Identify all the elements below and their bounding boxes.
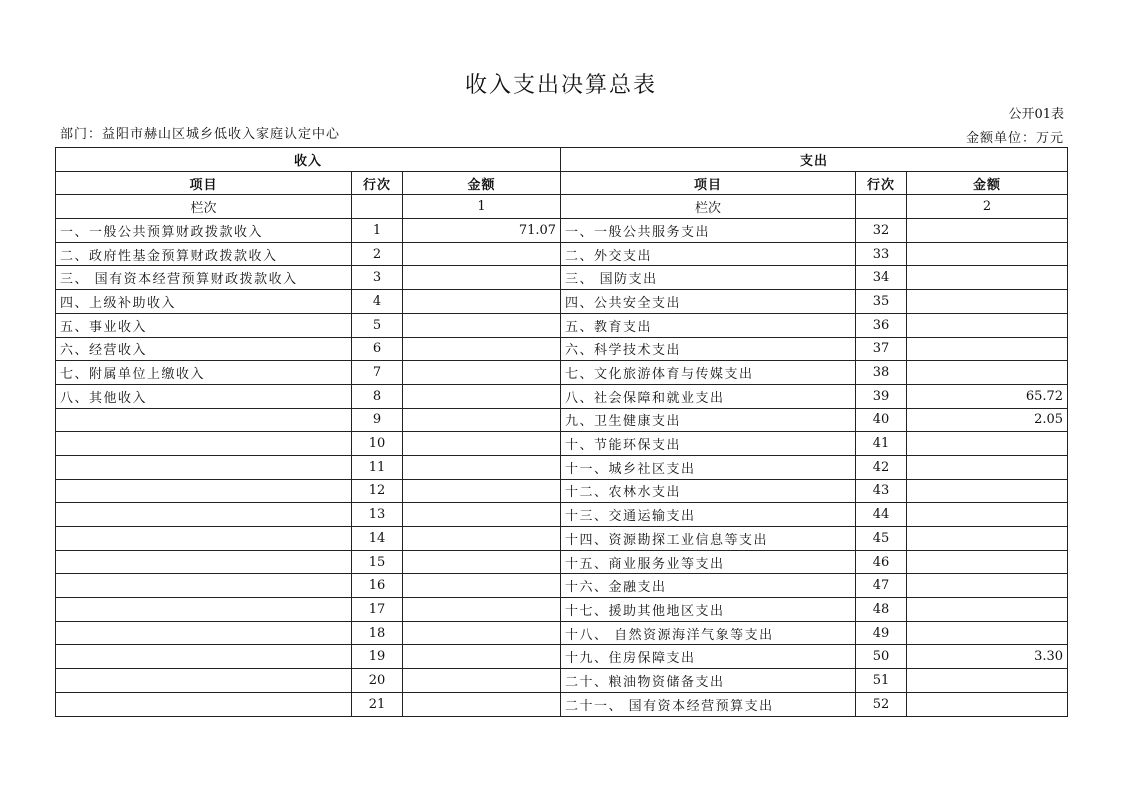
income-rowno-cell: 8	[352, 384, 403, 408]
table-row	[56, 669, 1068, 693]
table-row	[56, 337, 1068, 361]
income-amount-cell	[403, 290, 561, 314]
unit-label: 金额单位：万元	[965, 131, 1064, 146]
column-header-row	[56, 171, 1068, 195]
income-amount-cell	[403, 574, 561, 598]
income-item-cell	[56, 621, 352, 645]
section-header-row	[56, 148, 1068, 172]
expense-rowno-cell: 41	[856, 432, 907, 456]
summary-table	[55, 147, 1068, 717]
expense-amount-cell	[907, 479, 1068, 503]
expense-item-cell: 七、文化旅游体育与传媒支出	[561, 361, 856, 385]
table-row	[56, 479, 1068, 503]
expense-amount-cell	[907, 313, 1068, 337]
income-amount-cell	[403, 669, 561, 693]
income-column-blank	[352, 195, 403, 219]
expense-amount-cell	[907, 621, 1068, 645]
expense-rowno-header: 行次	[856, 171, 907, 195]
expense-amount-header: 金额	[907, 171, 1068, 195]
income-amount-cell: 71.07	[403, 219, 561, 243]
income-item-cell: 三、 国有资本经营预算财政拨款收入	[56, 266, 352, 290]
expense-rowno-cell: 40	[856, 408, 907, 432]
income-rowno-cell: 15	[352, 550, 403, 574]
expense-amount-cell: 3.30	[907, 645, 1068, 669]
income-rowno-cell: 14	[352, 527, 403, 551]
table-row	[56, 361, 1068, 385]
expense-section-header: 支出	[561, 148, 1068, 172]
expense-column-number: 2	[907, 195, 1068, 219]
table-row	[56, 219, 1068, 243]
table-row	[56, 408, 1068, 432]
income-rowno-cell: 18	[352, 621, 403, 645]
income-item-cell: 五、事业收入	[56, 313, 352, 337]
income-item-cell	[56, 527, 352, 551]
expense-rowno-cell: 44	[856, 503, 907, 527]
income-rowno-header: 行次	[352, 171, 403, 195]
expense-rowno-cell: 43	[856, 479, 907, 503]
income-amount-cell	[403, 527, 561, 551]
expense-column-label: 栏次	[561, 195, 856, 219]
income-item-cell	[56, 432, 352, 456]
expense-item-cell: 二十、粮油物资储备支出	[561, 669, 856, 693]
expense-rowno-cell: 52	[856, 692, 907, 716]
expense-rowno-cell: 51	[856, 669, 907, 693]
table-row	[56, 266, 1068, 290]
expense-amount-cell	[907, 455, 1068, 479]
income-amount-cell	[403, 598, 561, 622]
expense-item-cell: 十九、住房保障支出	[561, 645, 856, 669]
income-amount-cell	[403, 408, 561, 432]
expense-rowno-cell: 50	[856, 645, 907, 669]
expense-amount-cell	[907, 503, 1068, 527]
column-number-row	[56, 195, 1068, 219]
table-row	[56, 455, 1068, 479]
table-row	[56, 313, 1068, 337]
expense-item-cell: 一、一般公共服务支出	[561, 219, 856, 243]
income-item-cell	[56, 503, 352, 527]
expense-rowno-cell: 35	[856, 290, 907, 314]
table-row	[56, 503, 1068, 527]
income-amount-cell	[403, 503, 561, 527]
income-rowno-cell: 19	[352, 645, 403, 669]
table-row	[56, 621, 1068, 645]
expense-item-header: 项目	[561, 171, 856, 195]
income-rowno-cell: 7	[352, 361, 403, 385]
table-row	[56, 574, 1068, 598]
expense-item-cell: 十四、资源勘探工业信息等支出	[561, 527, 856, 551]
expense-rowno-cell: 36	[856, 313, 907, 337]
income-rowno-cell: 17	[352, 598, 403, 622]
income-item-header: 项目	[56, 171, 352, 195]
table-row	[56, 598, 1068, 622]
expense-item-cell: 十二、农林水支出	[561, 479, 856, 503]
income-item-cell: 八、其他收入	[56, 384, 352, 408]
income-item-cell	[56, 669, 352, 693]
expense-item-cell: 十七、援助其他地区支出	[561, 598, 856, 622]
income-item-cell	[56, 408, 352, 432]
expense-item-cell: 十六、金融支出	[561, 574, 856, 598]
expense-item-cell: 十八、 自然资源海洋气象等支出	[561, 621, 856, 645]
income-column-label: 栏次	[56, 195, 352, 219]
income-item-cell: 六、经营收入	[56, 337, 352, 361]
income-rowno-cell: 20	[352, 669, 403, 693]
table-row	[56, 384, 1068, 408]
income-amount-cell	[403, 692, 561, 716]
department-label: 部门：益阳市赫山区城乡低收入家庭认定中心	[60, 127, 341, 142]
table-row	[56, 242, 1068, 266]
expense-item-cell: 八、社会保障和就业支出	[561, 384, 856, 408]
expense-column-blank	[856, 195, 907, 219]
income-item-cell: 七、附属单位上缴收入	[56, 361, 352, 385]
expense-item-cell: 二、外交支出	[561, 242, 856, 266]
income-rowno-cell: 21	[352, 692, 403, 716]
income-amount-cell	[403, 621, 561, 645]
expense-rowno-cell: 42	[856, 455, 907, 479]
income-column-number: 1	[403, 195, 561, 219]
expense-item-cell: 五、教育支出	[561, 313, 856, 337]
expense-amount-cell	[907, 242, 1068, 266]
income-rowno-cell: 12	[352, 479, 403, 503]
expense-amount-cell	[907, 219, 1068, 243]
expense-rowno-cell: 37	[856, 337, 907, 361]
income-amount-cell	[403, 432, 561, 456]
income-rowno-cell: 6	[352, 337, 403, 361]
income-item-cell	[56, 598, 352, 622]
table-row	[56, 645, 1068, 669]
expense-amount-cell	[907, 669, 1068, 693]
expense-item-cell: 二十一、 国有资本经营预算支出	[561, 692, 856, 716]
income-amount-cell	[403, 550, 561, 574]
expense-rowno-cell: 32	[856, 219, 907, 243]
expense-item-cell: 十一、城乡社区支出	[561, 455, 856, 479]
expense-rowno-cell: 48	[856, 598, 907, 622]
income-amount-cell	[403, 242, 561, 266]
expense-amount-cell	[907, 337, 1068, 361]
expense-amount-cell	[907, 598, 1068, 622]
page-title: 收入支出决算总表	[464, 73, 657, 98]
income-section-header: 收入	[56, 148, 561, 172]
income-amount-header: 金额	[403, 171, 561, 195]
table-row	[56, 527, 1068, 551]
expense-item-cell: 十、节能环保支出	[561, 432, 856, 456]
expense-amount-cell	[907, 692, 1068, 716]
expense-item-cell: 四、公共安全支出	[561, 290, 856, 314]
income-amount-cell	[403, 337, 561, 361]
income-amount-cell	[403, 645, 561, 669]
income-item-cell	[56, 574, 352, 598]
income-rowno-cell: 2	[352, 242, 403, 266]
income-item-cell	[56, 479, 352, 503]
income-rowno-cell: 16	[352, 574, 403, 598]
income-amount-cell	[403, 361, 561, 385]
income-item-cell: 一、一般公共预算财政拨款收入	[56, 219, 352, 243]
expense-amount-cell	[907, 550, 1068, 574]
income-amount-cell	[403, 479, 561, 503]
income-item-cell	[56, 645, 352, 669]
expense-rowno-cell: 47	[856, 574, 907, 598]
income-amount-cell	[403, 384, 561, 408]
income-rowno-cell: 4	[352, 290, 403, 314]
income-amount-cell	[403, 455, 561, 479]
income-item-cell	[56, 550, 352, 574]
table-row	[56, 432, 1068, 456]
expense-rowno-cell: 49	[856, 621, 907, 645]
income-amount-cell	[403, 313, 561, 337]
income-item-cell	[56, 692, 352, 716]
expense-item-cell: 十五、商业服务业等支出	[561, 550, 856, 574]
income-item-cell	[56, 455, 352, 479]
income-rowno-cell: 9	[352, 408, 403, 432]
expense-rowno-cell: 39	[856, 384, 907, 408]
expense-amount-cell	[907, 361, 1068, 385]
expense-amount-cell	[907, 266, 1068, 290]
expense-amount-cell	[907, 574, 1068, 598]
expense-amount-cell	[907, 290, 1068, 314]
expense-rowno-cell: 33	[856, 242, 907, 266]
income-rowno-cell: 13	[352, 503, 403, 527]
income-rowno-cell: 10	[352, 432, 403, 456]
table-row	[56, 550, 1068, 574]
income-rowno-cell: 5	[352, 313, 403, 337]
expense-rowno-cell: 38	[856, 361, 907, 385]
table-row	[56, 290, 1068, 314]
expense-item-cell: 六、科学技术支出	[561, 337, 856, 361]
expense-amount-cell: 2.05	[907, 408, 1068, 432]
income-item-cell: 二、政府性基金预算财政拨款收入	[56, 242, 352, 266]
expense-amount-cell	[907, 432, 1068, 456]
expense-item-cell: 三、 国防支出	[561, 266, 856, 290]
expense-item-cell: 九、卫生健康支出	[561, 408, 856, 432]
income-rowno-cell: 1	[352, 219, 403, 243]
income-item-cell: 四、上级补助收入	[56, 290, 352, 314]
expense-rowno-cell: 46	[856, 550, 907, 574]
table-code: 公开01表	[1008, 107, 1064, 122]
expense-amount-cell: 65.72	[907, 384, 1068, 408]
income-amount-cell	[403, 266, 561, 290]
expense-item-cell: 十三、交通运输支出	[561, 503, 856, 527]
income-rowno-cell: 3	[352, 266, 403, 290]
expense-amount-cell	[907, 527, 1068, 551]
income-rowno-cell: 11	[352, 455, 403, 479]
expense-rowno-cell: 45	[856, 527, 907, 551]
table-row	[56, 692, 1068, 716]
expense-rowno-cell: 34	[856, 266, 907, 290]
